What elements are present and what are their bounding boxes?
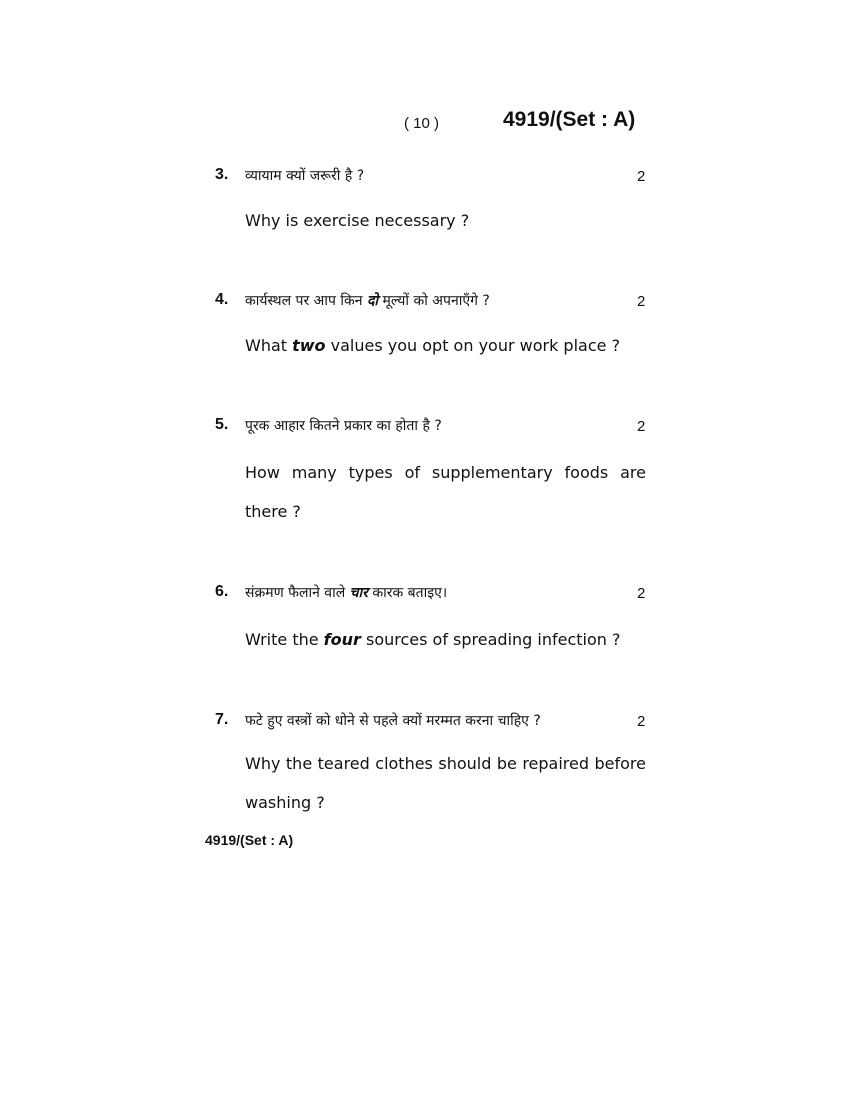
- english-text: sources of spreading infection ?: [360, 630, 621, 649]
- english-emphasis: four: [323, 630, 361, 649]
- english-text: values you opt on your work place ?: [325, 336, 621, 355]
- hindi-text: संक्रमण फैलाने वाले: [245, 585, 350, 601]
- question-english: [245, 620, 646, 659]
- question-english: [245, 326, 646, 365]
- english-text: Write the: [245, 630, 324, 649]
- question-marks: 2: [637, 293, 646, 310]
- question-hindi: [245, 583, 447, 602]
- question-english: Why is exercise necessary ?: [245, 211, 470, 230]
- question-english: How many types of supplementary foods are there ?: [245, 463, 646, 521]
- question-hindi: पूरक आहार कितने प्रकार का होता है ?: [245, 418, 442, 434]
- question-marks: 2: [637, 168, 646, 185]
- question-english: Why the teared clothes should be repaired before washing ?: [245, 754, 646, 812]
- english-text: What: [245, 336, 293, 355]
- question-number: 7.: [215, 711, 229, 728]
- hindi-text: कारक बताइए।: [367, 585, 448, 601]
- hindi-emphasis: चार: [349, 585, 368, 601]
- footer-set-code: 4919/(Set : A): [205, 832, 294, 848]
- page-number: ( 10 ): [404, 115, 440, 132]
- hindi-text: मूल्यों को अपनाएँगे ?: [378, 293, 490, 309]
- question-number: 5.: [215, 416, 229, 433]
- question-number: 3.: [215, 166, 229, 183]
- question-marks: 2: [637, 713, 646, 730]
- question-marks: 2: [637, 418, 646, 435]
- paper-set-code: 4919/(Set : A): [503, 108, 636, 131]
- question-hindi: [245, 291, 490, 310]
- question-hindi: फटे हुए वस्त्रों को धोने से पहले क्यों मरम्मत करना चाहिए ?: [245, 713, 541, 729]
- question-number: 6.: [215, 583, 229, 600]
- question-number: 4.: [215, 291, 229, 308]
- hindi-emphasis: दो: [367, 293, 379, 309]
- english-emphasis: two: [292, 336, 326, 355]
- question-hindi: व्यायाम क्यों जरूरी है ?: [245, 168, 365, 184]
- question-marks: 2: [637, 585, 646, 602]
- hindi-text: कार्यस्थल पर आप किन: [245, 293, 367, 309]
